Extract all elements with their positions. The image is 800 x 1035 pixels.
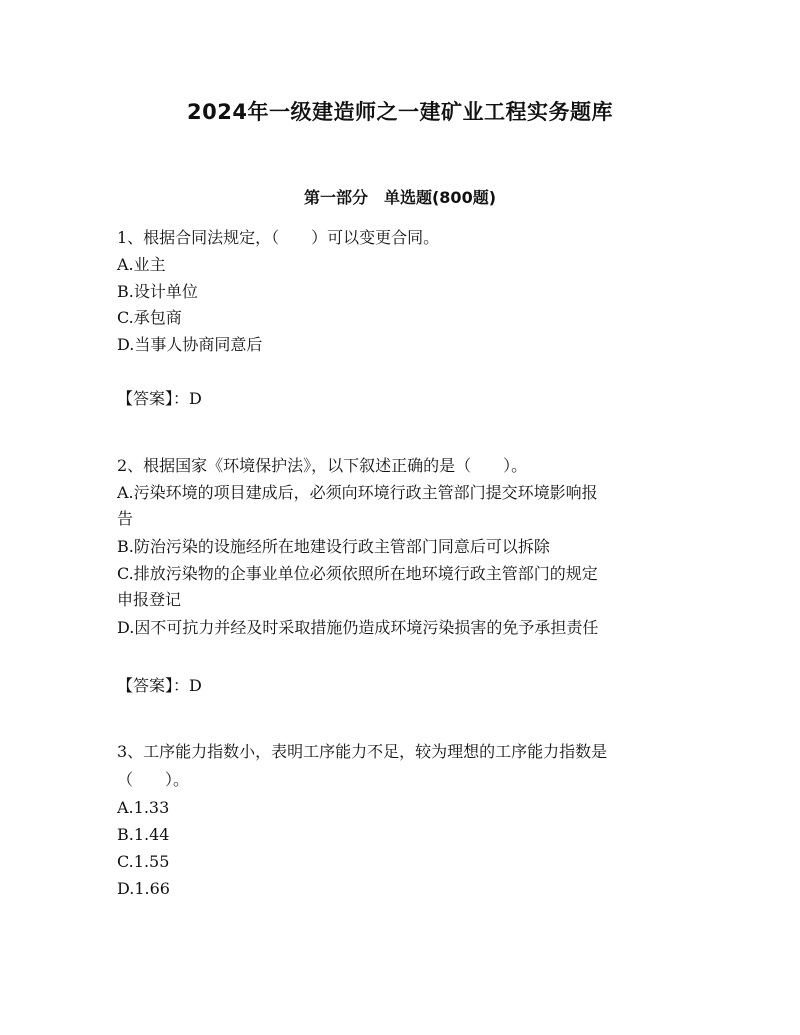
- question-2-option-a-cont: 告: [117, 509, 134, 528]
- question-2-option-a: A.污染环境的项目建成后，必须向环境行政主管部门提交环境影响报: [117, 483, 598, 502]
- question-2-stem: 2、根据国家《环境保护法》，以下叙述正确的是（ ）。: [117, 456, 528, 475]
- question-1-answer: [117, 389, 202, 409]
- answer-value: D: [189, 389, 202, 408]
- section-title: 第一部分 单选题(800题): [303, 188, 497, 207]
- document-title: 2024年一级建造师之一建矿业工程实务题库: [187, 100, 613, 124]
- answer-value: D: [189, 676, 202, 695]
- question-2-option-c: C.排放污染物的企事业单位必须依照所在地环境行政主管部门的规定: [117, 564, 598, 583]
- question-3-option-d: D.1.66: [117, 879, 170, 898]
- question-2-option-c-cont: 申报登记: [117, 590, 182, 609]
- answer-label: 【答案】：: [117, 389, 190, 408]
- question-1-option-c: C.承包商: [117, 308, 182, 327]
- question-3-stem-cont: （ ）。: [117, 770, 190, 789]
- question-1-option-a: A.业主: [117, 255, 166, 274]
- question-3-option-b: B.1.44: [117, 825, 170, 844]
- question-1-option-b: B.设计单位: [117, 282, 198, 301]
- question-3-option-a: A.1.33: [117, 798, 170, 817]
- question-3-stem: 3、工序能力指数小，表明工序能力不足，较为理想的工序能力指数是: [117, 742, 608, 761]
- question-2-answer: [117, 676, 202, 696]
- answer-label: 【答案】：: [117, 676, 190, 695]
- question-2-option-d: D.因不可抗力并经及时采取措施仍造成环境污染损害的免予承担责任: [117, 618, 599, 637]
- question-1-stem: 1、根据合同法规定，（ ）可以变更合同。: [117, 228, 440, 247]
- question-3-option-c: C.1.55: [117, 852, 170, 871]
- question-2-option-b: B.防治污染的设施经所在地建设行政主管部门同意后可以拆除: [117, 537, 550, 556]
- question-1-option-d: D.当事人协商同意后: [117, 335, 263, 354]
